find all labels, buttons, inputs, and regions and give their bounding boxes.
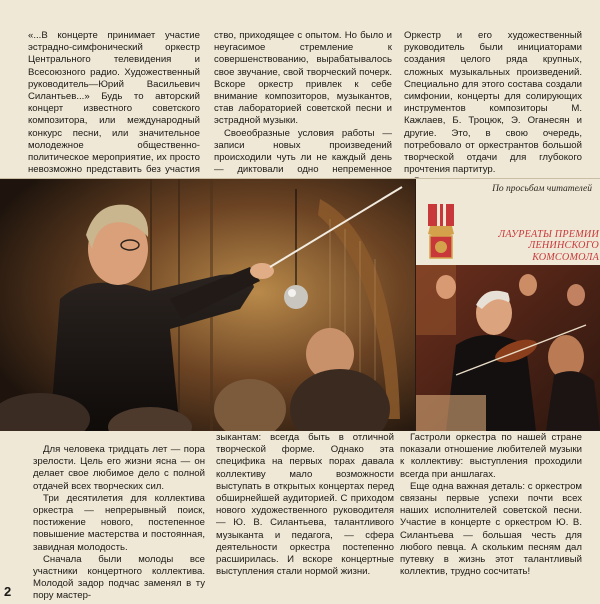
- article-column-top-1: [28, 30, 200, 201]
- conductor-photo: [0, 179, 415, 431]
- article-column-top-2: [214, 30, 392, 189]
- rubric-label: По просьбам читателей: [492, 184, 592, 194]
- paragraph: Для человека тридцать лет — пора зрелости. Цель его жизни ясна — он делает свое любимое дело с полной отдачей всех творческих сил.: [33, 444, 205, 492]
- paragraph: Гастроли оркестра по нашей стране показали отношение любителей музыки к коллективу: выступления проходили всегда при аншлагах.: [400, 432, 582, 480]
- paragraph: Три десятилетия для коллектива оркестра — непрерывный поиск, постижение нового, постепенное повышение мастерства и постоянная, завидная молодость.: [33, 492, 205, 553]
- rubric-heading-line: КОМСОМОЛА: [532, 251, 599, 263]
- lenin-komsomol-medal-icon: [424, 204, 458, 260]
- paragraph: Еще одна важная деталь: с оркестром связаны первые успехи почти всех наших исполнителей советской песни. Участие в концерте с оркестром Ю. В. Силантьева — большая честь для любого певца. А скольким песням дал путевку в жизнь этот талантливый коллектив, трудно сосчитать!: [400, 480, 582, 578]
- article-column-bottom-2: [216, 432, 394, 578]
- article-column-bottom-3: [400, 432, 582, 578]
- photo-band: [0, 179, 600, 431]
- article-column-top-3: [404, 30, 582, 189]
- rubric-heading-line: ЛЕНИНСКОГО: [528, 240, 599, 252]
- paragraph: Своеобразные условия работы — записи новых произведений происходили чуть ли не каждый день — диктовали одно непременное: [214, 127, 392, 176]
- paragraph: Сначала были молоды все участники концертного коллектива. Молодой задор подчас заменял в ту пору мастер-: [33, 553, 205, 602]
- paragraph: Оркестр и его художественный руководитель были инициаторами создания целого ряда крупных, сложных музыкальных произведений. Специально для этого состава создали симфонии, концерты для солирующих инструментов композиторы М. Кажлаев, Б. Троцюк, Э. Оганесян и другие. Это, в свою очередь, потребовало от оркестрантов большой творческой отдачи для глубокого прочтения партитур.: [404, 30, 582, 176]
- rubric-heading-line: ЛАУРЕАТЫ ПРЕМИИ: [498, 229, 599, 240]
- paragraph: ство, приходящее с опытом. Но было и неугасимое стремление к совершенствованию, вырабатывалось свое звучание, свой творческий почерк. Вскоре оркестр привлек к себе внимание композиторов, музыкантов, став лабораторией советской песни и эстрадной музыки.: [214, 30, 392, 127]
- rubric-heading: [455, 229, 599, 263]
- violinist-photo: [416, 265, 600, 431]
- page-number: 2: [4, 584, 12, 599]
- paragraph: «...В концерте принимает участие эстрадно-симфонический оркестр Центрального телевидения и Всесоюзного радио. Художественный руководитель—Юрий Васильевич Силантьев...» Будь то авторский концерт известного советского композитора, или международный конкурс песни, или значительное молодежное общественно-политическое мероприятие, их просто невозможно представить без участия: [28, 30, 200, 176]
- paragraph: зыкантам: всегда быть в отличной творческой форме. Однако эта специфика на первых порах давала коллективу мало возможности выступать в открытых концертах перед обширнейшей аудиторией. С приходом нового художественного руководителя — Ю. В. Силантьева, талантливого музыканта и педагога, — сфера деятельности оркестра постепенно расширилась. И вскоре концертные выступления стали нормой жизни.: [216, 432, 394, 578]
- article-column-bottom-1: [33, 444, 205, 603]
